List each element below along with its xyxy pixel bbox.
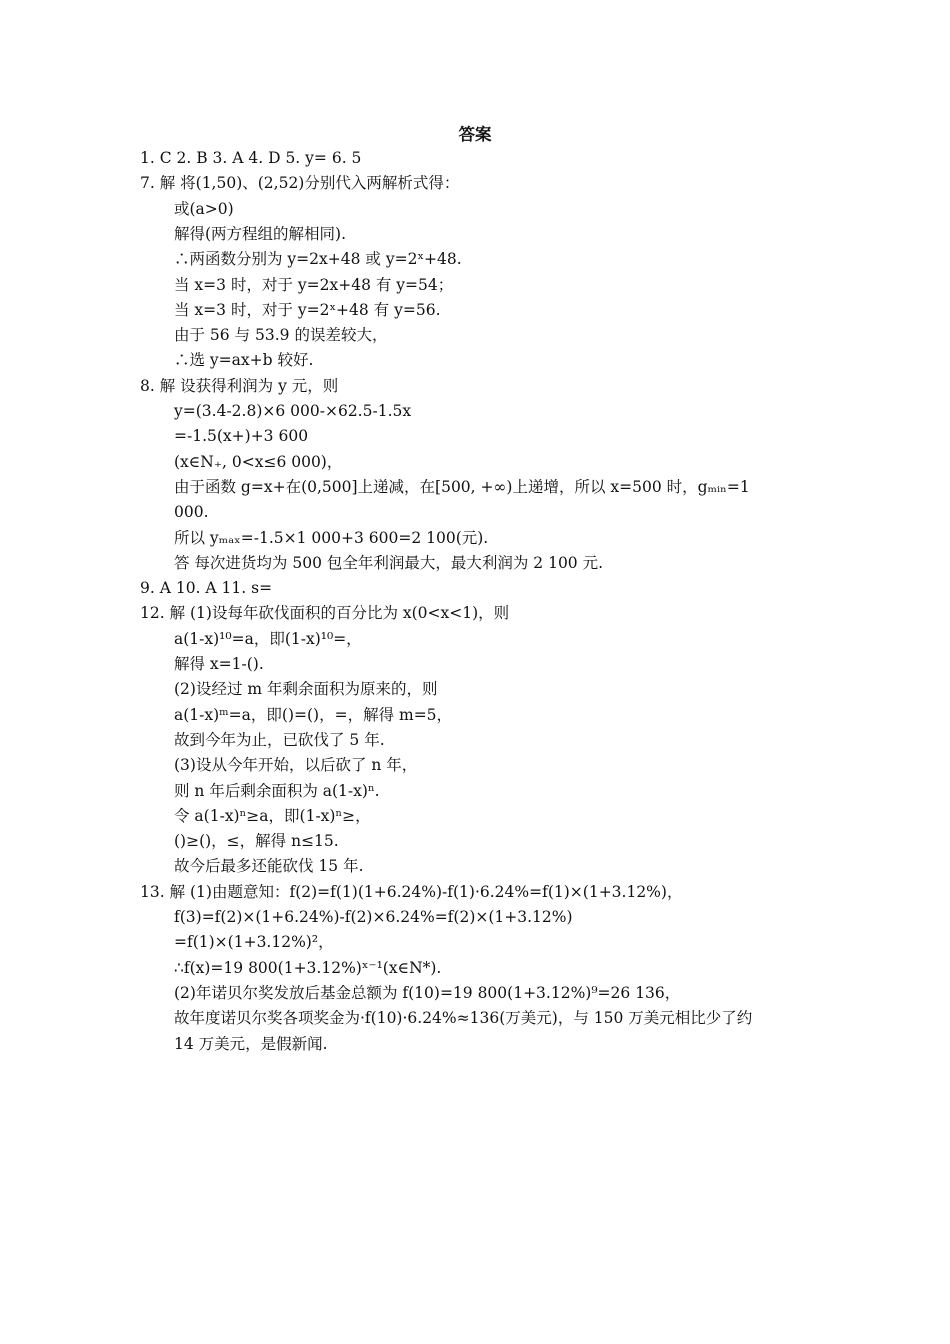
answer-line: 答 每次进货均为 500 包全年利润最大，最大利润为 2 100 元.: [174, 553, 604, 572]
answer-line: 9. A 10. A 11. s=: [140, 579, 273, 598]
answer-line: a(1-x)ᵐ=a，即()=()，=，解得 m=5，: [174, 705, 453, 724]
answer-line: a(1-x)¹⁰=a，即(1-x)¹⁰=，: [174, 629, 362, 648]
answer-line: (3)设从今年开始，以后砍了 n 年，: [174, 756, 418, 775]
answer-line: 令 a(1-x)ⁿ≥a，即(1-x)ⁿ≥，: [174, 806, 371, 825]
answer-line: 由于 56 与 53.9 的误差较大，: [174, 326, 388, 345]
answer-line: ()≥()，≤，解得 n≤15.: [174, 832, 339, 851]
answer-line: (2)年诺贝尔奖发放后基金总额为 f(10)=19 800(1+3.12%)⁹=26 136，: [174, 983, 681, 1002]
answer-line: (2)设经过 m 年剩余面积为原来的，则: [174, 680, 438, 699]
answer-line: 故到今年为止，已砍伐了 5 年.: [174, 730, 385, 749]
answer-line: (x∈N₊, 0<x≤6 000)，: [174, 452, 343, 471]
answer-line: 故年度诺贝尔奖各项奖金为·f(10)·6.24%≈136(万美元)，与 150 万美元相比少了约: [174, 1009, 753, 1028]
answer-line: 7. 解 将(1,50)、(2,52)分别代入两解析式得：: [140, 174, 460, 193]
answer-line: 所以 yₘₐₓ=-1.5×1 000+3 600=2 100(元).: [174, 528, 489, 547]
answer-line: 12. 解 (1)设每年砍伐面积的百分比为 x(0<x<1)，则: [140, 604, 510, 623]
answer-line: 则 n 年后剩余面积为 a(1-x)ⁿ.: [174, 781, 380, 800]
answer-line: 或(a>0): [174, 199, 234, 218]
answer-line: 14 万美元，是假新闻.: [174, 1034, 328, 1053]
answer-line: ∴选 y=ax+b 较好.: [174, 351, 314, 370]
answer-line: 13. 解 (1)由题意知：f(2)=f(1)(1+6.24%)-f(1)·6.24%=f(1)×(1+3.12%)，: [140, 882, 683, 901]
answer-line: ∴f(x)=19 800(1+3.12%)ˣ⁻¹(x∈N*).: [174, 958, 442, 977]
answer-line: 1. C 2. B 3. A 4. D 5. y= 6. 5: [140, 149, 362, 167]
answer-line: 当 x=3 时，对于 y=2x+48 有 y=54；: [174, 275, 454, 294]
answer-line: 由于函数 g=x+在(0,500]上递减，在[500, +∞)上递增，所以 x=500 时，gₘᵢₙ=1: [174, 477, 750, 496]
answer-line: 解得 x=1-().: [174, 655, 264, 673]
answer-line: 000.: [174, 503, 209, 522]
answer-line: 解得(两方程组的解相同).: [174, 224, 347, 243]
answer-line: 故今后最多还能砍伐 15 年.: [174, 857, 364, 876]
answer-line: =f(1)×(1+3.12%)²，: [174, 933, 334, 952]
answer-line: =-1.5(x+)+3 600: [174, 427, 309, 446]
answer-line: 8. 解 设获得利润为 y 元，则: [140, 376, 339, 395]
answer-line: ∴两函数分别为 y=2x+48 或 y=2ˣ+48.: [174, 250, 462, 269]
answer-line: f(3)=f(2)×(1+6.24%)-f(2)×6.24%=f(2)×(1+3.12%): [174, 908, 573, 926]
answer-line: 当 x=3 时，对于 y=2ˣ+48 有 y=56.: [174, 300, 441, 319]
answer-line: y=(3.4-2.8)×6 000-×62.5-1.5x: [174, 402, 412, 420]
page-title: 答案: [458, 125, 492, 144]
